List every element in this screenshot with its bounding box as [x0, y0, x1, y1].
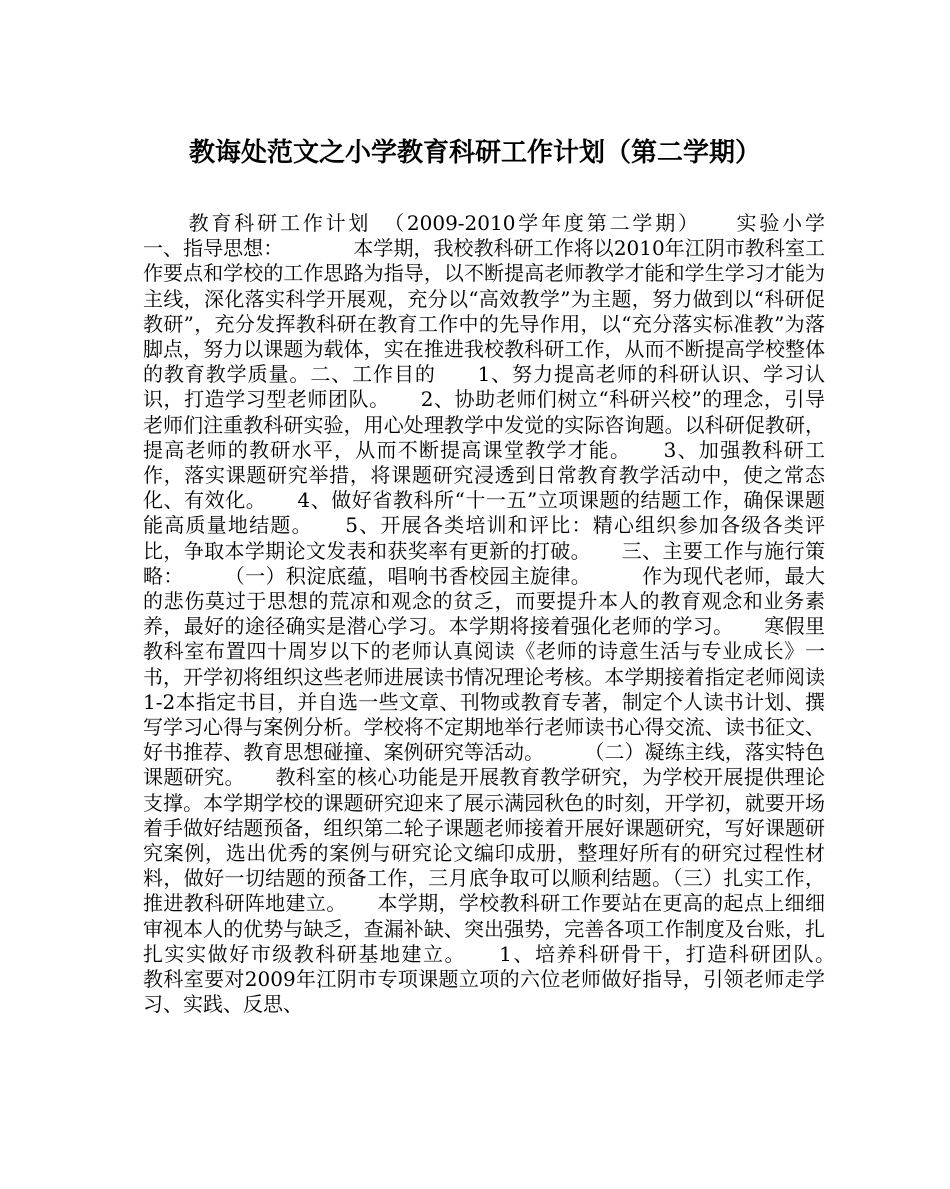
- document-title: 教诲处范文之小学教育科研工作计划（第二学期）: [188, 138, 761, 168]
- document-body: 教育科研工作计划 （2009-2010学年度第二学期） 实验小学 一、指导思想： 本学期，我校教科研工作将以2010年江阴市教科室工作要点和学校的工作思路为指导，以不断提高老师教学才能和学生学习才能为主线，深化落实科学开展观，充分以“高效教学”为主题，努力做到以“科研促教研”，充分发挥教科研在教育工作中的先导作用，以“充分落实标准教”为落脚点，努力以课题为载体，实在推进我校教科研工作，从而不断提高学校整体的教育教学质量。二、工作目的 1、努力提高老师的科研认识、学习认识，打造学习型老师团队。 2、协助老师们树立“科研兴校”的理念，引导老师们注重教科研实验，用心处理教学中发觉的实际咨询题。以科研促教研，提高老师的教研水平，从而不断提高课堂教学才能。 3、加强教科研工作，落实课题研究举措，将课题研究浸透到日常教育教学活动中，使之常态化、有效化。 4、做好省教科所“十一五”立项课题的结题工作，确保课题能高质量地结题。 5、开展各类培训和评比：精心组织参加各级各类评比，争取本学期论文发表和获奖率有更新的打破。 三、主要工作与施行策略： （一）积淀底蕴，唱响书香校园主旋律。 作为现代老师，最大的悲伤莫过于思想的荒凉和观念的贫乏，而要提升本人的教育观念和业务素养，最好的途径确实是潜心学习。本学期将接着强化老师的学习。 寒假里教科室布置四十周岁以下的老师认真阅读《老师的诗意生活与专业成长》一书，开学初将组织这些老师进展读书情况理论考核。本学期接着指定老师阅读1-2本指定书目，并自选一些文章、刊物或教育专著，制定个人读书计划、撰写学习心得与案例分析。学校将不定期地举行老师读书心得交流、读书征文、好书推荐、教育思想碰撞、案例研究等活动。 （二）凝练主线，落实特色课题研究。 教科室的核心功能是开展教育教学研究，为学校开展提供理论支撑。本学期学校的课题研究迎来了展示满园秋色的时刻，开学初，就要开场着手做好结题预备，组织第二轮子课题老师接着开展好课题研究，写好课题研究案例，选出优秀的案例与研究论文编印成册，整理好所有的研究过程性材料，做好一切结题的预备工作，三月底争取可以顺利结题。（三）扎实工作，推进教科研阵地建立。 本学期，学校教科研工作要站在更高的起点上细细审视本人的优势与缺乏，查漏补缺、突出强势，完善各项工作制度及台账，扎扎实实做好市级教科研基地建立。 1、培养科研骨干，打造科研团队。 教科室要对2009年江阴市专项课题立项的六位老师做好指导，引领老师走学习、实践、反思、: [143, 211, 865, 1017]
